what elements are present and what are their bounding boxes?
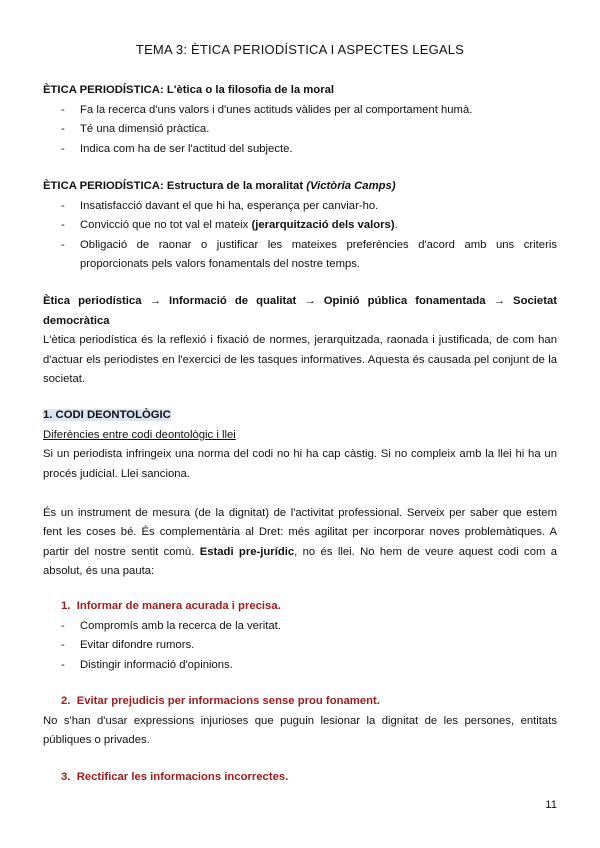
section-ethics-chain <box>43 292 557 390</box>
section-heading: 1. CODI DEONTOLÒGIC <box>43 409 171 421</box>
heading-bold: ÈTICA PERIODÍSTICA: <box>43 84 164 96</box>
heading-rest: L'ètica o la filosofia de la moral <box>163 84 335 96</box>
point-3 <box>43 768 557 788</box>
list-item: - Distingir informació d'opinions. <box>61 658 233 671</box>
author-reference: (Victòria Camps) <box>306 180 396 192</box>
paragraph: L'ètica periodística és la reflexió i fixació de normes, jerarquitzada, raonada i justificada, de com han d'actuar els periodistes en l'exercici de les tasques informatives. Aquesta és causada pel conjunt de la societat. <box>43 334 557 385</box>
subheading: Diferències entre codi deontològic i llei <box>43 428 236 441</box>
list-item: - Té una dimensió pràctica. <box>61 123 210 135</box>
list-item: - Fa la recerca d'uns valors i d'unes actituds vàlides per al comportament humà. <box>61 103 473 116</box>
document-page <box>43 0 557 848</box>
point-2 <box>43 692 557 751</box>
list-item: - Convicció que no tot val el mateix (jerarquització dels valors). <box>61 219 398 231</box>
list-item: - Indica com ha de ser l'actitud del subjecte. <box>61 142 293 155</box>
point-heading: 3. Rectificar les informacions incorrectes. <box>61 771 289 783</box>
section-morality-structure <box>43 177 557 275</box>
point-heading: 1. Informar de manera acurada i precisa. <box>61 600 281 612</box>
page-title: TEMA 3: ÈTICA PERIODÍSTICA I ASPECTES LEGALS <box>135 42 465 57</box>
point-heading: 2. Evitar prejudicis per informacions sense prou fonament. <box>61 695 380 707</box>
section-deontological-code <box>43 406 557 582</box>
paragraph: No s'han d'usar expressions injurioses que puguin lesionar la dignitat de les persones, entitats públiques o privades. <box>43 714 557 746</box>
list-item: - Evitar difondre rumors. <box>61 639 195 651</box>
ethics-chain: Ètica periodística → Informació de qualitat → Opinió pública fonamentada → Societat democràtica <box>43 295 557 327</box>
bullet-list <box>43 617 557 676</box>
bullet-list <box>43 101 557 160</box>
paragraph: És un instrument de mesura (de la dignitat) de l'activitat professional. Serveix per saber que estem fent les coses bé. És complementària al Dret: més agilitat per incorporar noves problemàtiques. A partir del nostre sentit comú. Estadi pre-jurídic, no és llei. No hem de veure aquest codi com a absolut, és una pauta: <box>43 506 558 577</box>
section-ethics-philosophy <box>43 81 557 159</box>
bullet-list <box>43 197 557 275</box>
page-number: 11 <box>545 799 557 811</box>
paragraph: Si un periodista infringeix una norma del codi no hi ha cap càstig. Si no compleix amb la llei hi ha un procés judicial. Llei sanciona. <box>43 448 557 480</box>
list-item: - Obligació de raonar o justificar les mateixes preferències d'acord amb uns criteris proporcionats pels valors fonamentals del nostre temps. <box>61 238 557 270</box>
section-heading <box>43 81 557 101</box>
list-item: - Compromís amb la recerca de la veritat. <box>61 619 281 632</box>
section-heading: ÈTICA PERIODÍSTICA: Estructura de la moralitat (Victòria Camps) <box>43 180 396 192</box>
list-item: - Insatisfacció davant el que hi ha, esperança per canviar-ho. <box>61 199 379 212</box>
point-1 <box>43 597 557 675</box>
